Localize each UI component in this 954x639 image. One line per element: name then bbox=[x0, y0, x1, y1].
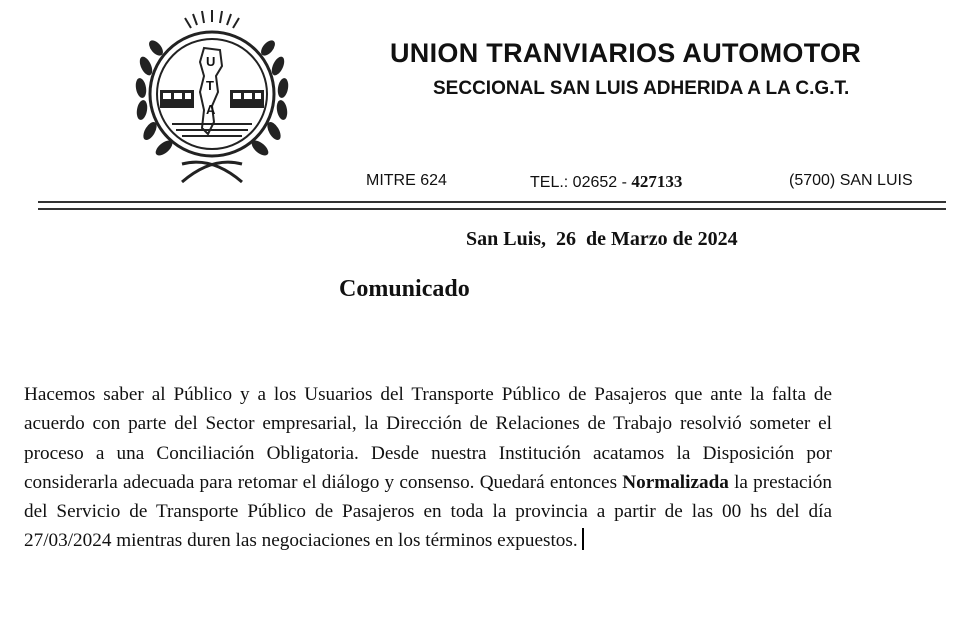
logo-letter-a: A bbox=[206, 102, 216, 117]
organization-name: UNION TRANVIARIOS AUTOMOTOR bbox=[390, 38, 862, 68]
text-cursor bbox=[582, 528, 584, 550]
date-line: San Luis, 26 de Marzo de 2024 bbox=[466, 228, 738, 250]
phone-number: 427133 bbox=[631, 172, 683, 191]
body-text-bold: Normalizada bbox=[622, 471, 729, 493]
header-divider-top bbox=[38, 201, 946, 203]
seal-icon bbox=[132, 6, 292, 188]
phone-prefix: TEL.: 02652 - bbox=[530, 174, 632, 191]
body-text-part1: Hacemos saber al Público y a los Usuarios del Transporte Público de Pasajeros que ante la falta de acuerdo con parte del Sector empresarial, la Dirección de Relaciones de Trabajo resolvió someter el proceso a una Conciliación Obligatoria. Desde nuestra Institución acatamos la Disposición por considerarla adecuada para retomar el diálogo y consenso. Quedará entonces bbox=[24, 384, 832, 493]
organization-subtitle: SECCIONAL SAN LUIS ADHERIDA A LA C.G.T. bbox=[433, 78, 850, 99]
body-paragraph bbox=[24, 380, 832, 556]
address: MITRE 624 bbox=[366, 172, 447, 189]
logo-letter-t: T bbox=[206, 78, 214, 93]
phone bbox=[530, 172, 682, 192]
header-divider-bottom bbox=[38, 208, 946, 210]
city: (5700) SAN LUIS bbox=[789, 172, 913, 189]
document-title: Comunicado bbox=[339, 276, 470, 302]
body-text-part2: la prestación del Servicio de Transporte Público de Pasajeros en toda la provincia a partir de las 00 hs del día 27/03/2024 mientras duren las negociaciones en los términos expuestos. bbox=[24, 471, 832, 552]
logo-letter-u: U bbox=[206, 54, 216, 69]
uta-seal-logo bbox=[132, 6, 292, 188]
